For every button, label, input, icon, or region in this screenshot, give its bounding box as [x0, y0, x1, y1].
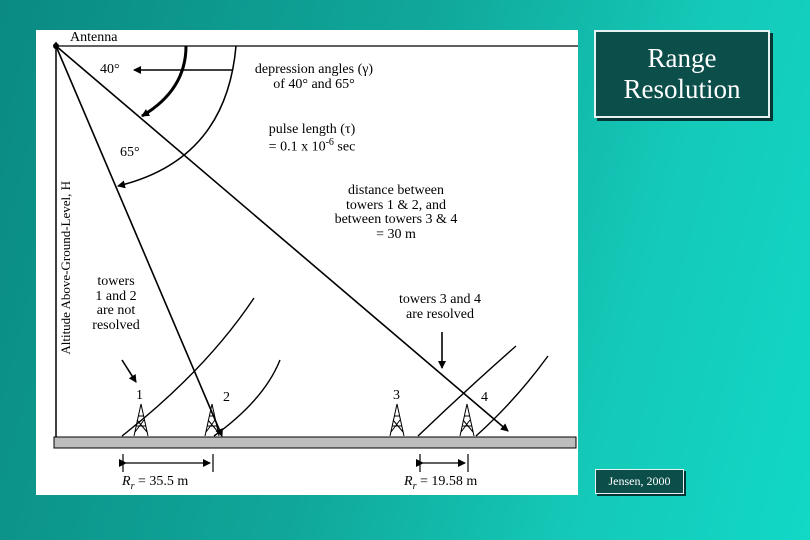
tower-3-label: 3 — [393, 388, 400, 403]
credit-badge: Jensen, 2000 — [595, 469, 684, 494]
angle-65-label: 65° — [120, 145, 140, 160]
tower-2 — [205, 404, 219, 436]
angle-40-label: 40° — [100, 62, 120, 77]
slide-title-line-1: Range — [647, 42, 717, 73]
rr1-label: $R_r = 35.5$ m — [122, 474, 189, 492]
arc-40-arrow — [142, 46, 186, 116]
not-resolved-label: towers 1 and 2 are not resolved — [92, 274, 140, 334]
pulse-length-label: pulse length (τ) = 0.1 x $10^{-6}$ sec — [268, 122, 356, 155]
ray-65-degree — [56, 46, 222, 436]
ground-strip — [54, 437, 576, 448]
pulse-arc-3 — [418, 346, 516, 436]
altitude-axis-label: Altitude Above-Ground-Level, H — [58, 180, 74, 355]
distance-label: distance between towers 1 & 2, and between towers 3 & 4 = 30 m — [334, 183, 458, 243]
slide-title-line-2: Resolution — [623, 74, 741, 104]
resolved-label: towers 3 and 4 are resolved — [398, 292, 482, 322]
range-resolution-diagram — [36, 30, 578, 495]
tower-4-label: 4 — [481, 390, 488, 405]
tower-1-label: 1 — [136, 388, 143, 403]
not-resolved-pointer — [122, 360, 136, 382]
depression-label: depression angles (γ) of 40° and 65° — [254, 62, 374, 92]
tower-4 — [460, 404, 474, 436]
rr2-label: $R_r = 19.58$ m — [404, 474, 478, 492]
tower-2-label: 2 — [223, 390, 230, 405]
arc-65-arrow — [118, 46, 236, 186]
diagram-figure — [36, 30, 578, 495]
slide-title — [594, 30, 770, 118]
antenna-label: Antenna — [70, 30, 118, 45]
tower-3 — [390, 404, 404, 436]
